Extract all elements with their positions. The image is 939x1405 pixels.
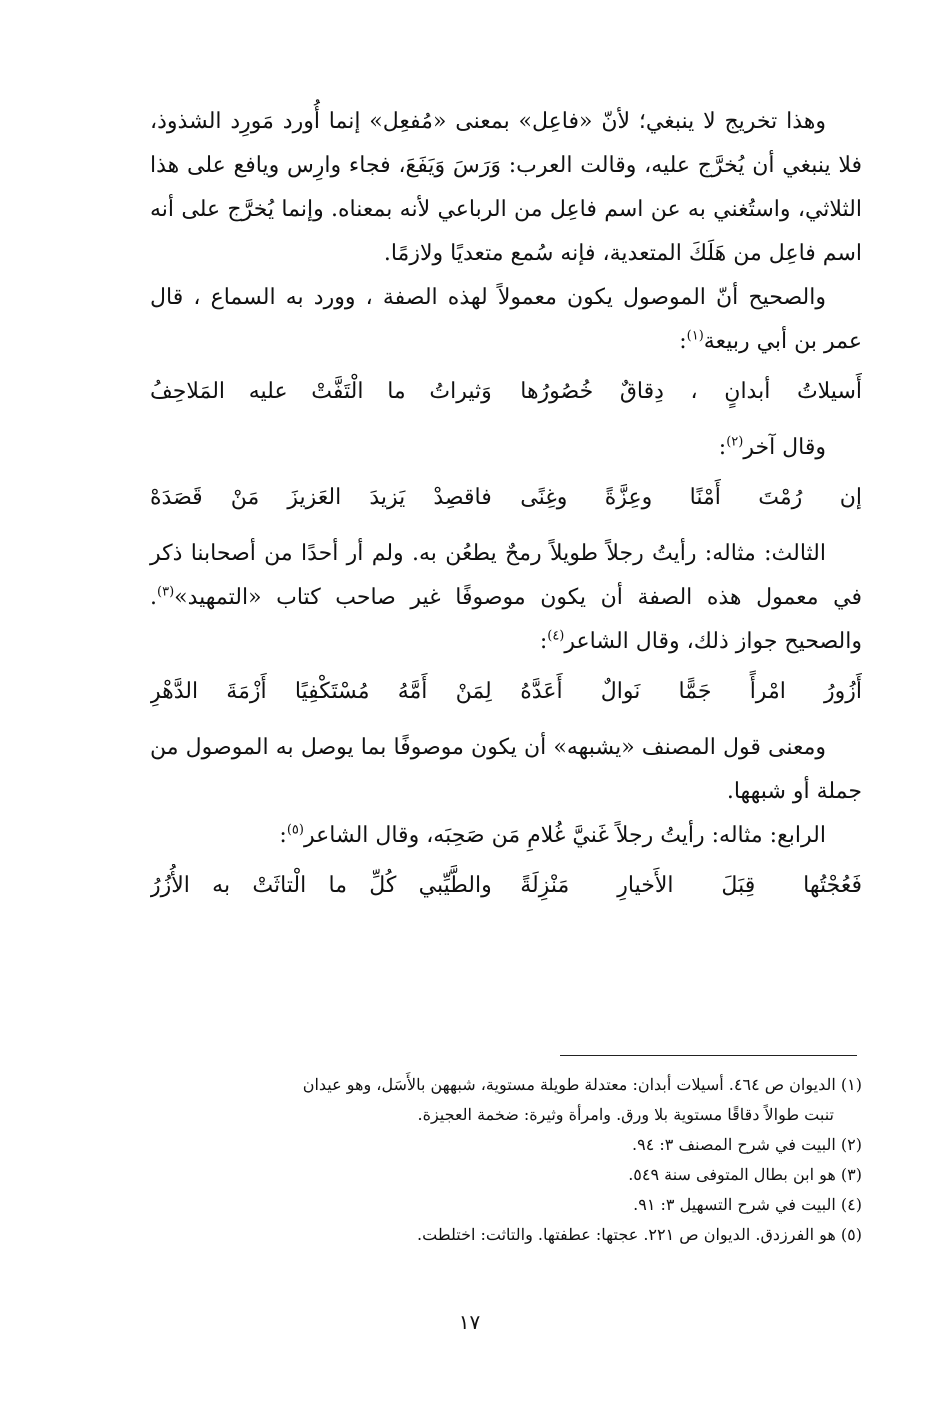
- verse-1-first-hemistich: أَسيلاتُ أبدانٍ ، دِقاقٌ خُصُورُها: [520, 379, 862, 404]
- verse-4: [150, 864, 862, 910]
- colon: :: [279, 823, 287, 848]
- paragraph-3: [150, 426, 862, 470]
- paragraph-5-text: ومعنى قول المصنف «يشبهه» أن يكون موصوفًا بما يوصل به الموصول من جملة أو شبهها.: [150, 735, 862, 804]
- period: .: [150, 585, 157, 610]
- footnote-4: [150, 1190, 862, 1220]
- verse-2-first-hemistich: إن رُمْتَ أَمْنًا وعِزَّةً وغِنًى: [520, 485, 862, 510]
- verse-3: [150, 670, 862, 716]
- footnote-2: [150, 1130, 862, 1160]
- page-number: ١٧: [458, 1310, 481, 1334]
- footnote-text: البيت في شرح التسهيل ٣: ٩١.: [633, 1195, 836, 1214]
- verse-3-second-hemistich: لِمَنْ أَمَّهُ مُسْتَكْفِيًا أَزْمَةَ الدَّهْرِ: [150, 679, 492, 704]
- paragraph-6: [150, 814, 862, 858]
- verse-2-second-hemistich: فاقصِدْ يَزيدَ العَزيزَ مَنْ قَصَدَهْ: [150, 485, 492, 510]
- footnotes: [150, 1070, 862, 1250]
- paragraph-6-text: الرابع: مثاله: رأيتُ رجلاً غَنيَّ غُلامِ مَن صَحِبَه، وقال الشاعر: [303, 823, 826, 848]
- footnote-text: هو الفرزدق. الديوان ص ٢٢١. عجتها: عطفتها. والتاثت: اختلطت.: [417, 1225, 836, 1244]
- footnote-number: (٢): [840, 1135, 862, 1154]
- footnote-ref-3: (٣): [157, 584, 175, 600]
- footnote-text: الديوان ص ٤٦٤. أسيلات أبدان: معتدلة طويلة مستوية، شبههن بالأَسَل، وهو عيدان: [302, 1075, 836, 1094]
- footnote-ref-5: (٥): [286, 822, 304, 838]
- colon: :: [679, 329, 687, 354]
- verse-4-second-hemistich: والطَّيِّبي كُلِّ ما الْتاثَتْ به الأُزُرُ: [150, 873, 492, 898]
- paragraph-4-continuation: والصحيح جواز ذلك، وقال الشاعر: [564, 629, 862, 654]
- footnote-continuation: تنبت طوالاً دقاقًا مستوية بلا ورق. وامرأة وثيرة: ضخمة العجيزة.: [417, 1105, 834, 1124]
- footnote-3: [150, 1160, 862, 1190]
- footnote-ref-4: (٤): [547, 628, 565, 644]
- verse-3-first-hemistich: أَزُورُ امْرأً جَمًّا نَوالٌ أَعَدَّهُ: [520, 679, 862, 704]
- verse-1: [150, 370, 862, 416]
- paragraph-4: [150, 532, 862, 664]
- footnote-1: [150, 1070, 862, 1130]
- paragraph-1: [150, 100, 862, 276]
- main-text: [150, 100, 862, 920]
- footnote-5: [150, 1220, 862, 1250]
- paragraph-4-text: الثالث: مثاله: رأيتُ رجلاً طويلاً رمحٌ يطعُن به. ولم أر أحدًا من أصحابنا ذكر في معمول هذه الصفة أن يكون موصوفًا غير صاحب كتاب «التمهيد»: [150, 541, 862, 610]
- footnote-number: (٥): [840, 1225, 862, 1244]
- footnote-text: البيت في شرح المصنف ٣: ٩٤.: [632, 1135, 836, 1154]
- verse-2: [150, 476, 862, 522]
- paragraph-5: [150, 726, 862, 814]
- footnote-text: هو ابن بطال المتوفى سنة ٥٤٩.: [628, 1165, 836, 1184]
- footnote-number: (٣): [840, 1165, 862, 1184]
- footnote-separator: [560, 1055, 857, 1056]
- paragraph-1-text: وهذا تخريج لا ينبغي؛ لأنّ «فاعِل» بمعنى «مُفعِل» إنما أُورد مَورِد الشذوذ، فلا ينبغي أن يُخرَّج عليه، وقالت العرب: وَرَسَ وَيَفَعَ، فجاء وارِس ويافع على هذا الثلاثي، واستُغني به عن اسم فاعِل من الرباعي لأنه بمعناه. وإنما يُخرَّج على أنه اسم فاعِل من هَلَكَ المتعدية، فإنه سُمع متعديًا ولازمًا.: [150, 109, 862, 266]
- footnote-ref-2: (٢): [726, 434, 744, 450]
- footnote-number: (٤): [840, 1195, 862, 1214]
- verse-1-second-hemistich: وَثيراتُ ما الْتَفَّتْ عليه المَلاحِفُ: [150, 379, 492, 404]
- colon: :: [539, 629, 548, 654]
- colon: :: [718, 435, 727, 460]
- verse-4-first-hemistich: فَعُجْتُها قِبَلَ الأَخيارِ مَنْزِلَةً: [520, 873, 862, 898]
- paragraph-3-text: وقال آخر: [743, 435, 826, 460]
- paragraph-2-text: والصحيح أنّ الموصول يكون معمولاً لهذه الصفة ، وورد به السماع ، قال عمر بن أبي ربيعة: [150, 285, 862, 354]
- footnote-ref-1: (١): [686, 328, 704, 344]
- paragraph-2: [150, 276, 862, 364]
- footnote-number: (١): [840, 1075, 862, 1094]
